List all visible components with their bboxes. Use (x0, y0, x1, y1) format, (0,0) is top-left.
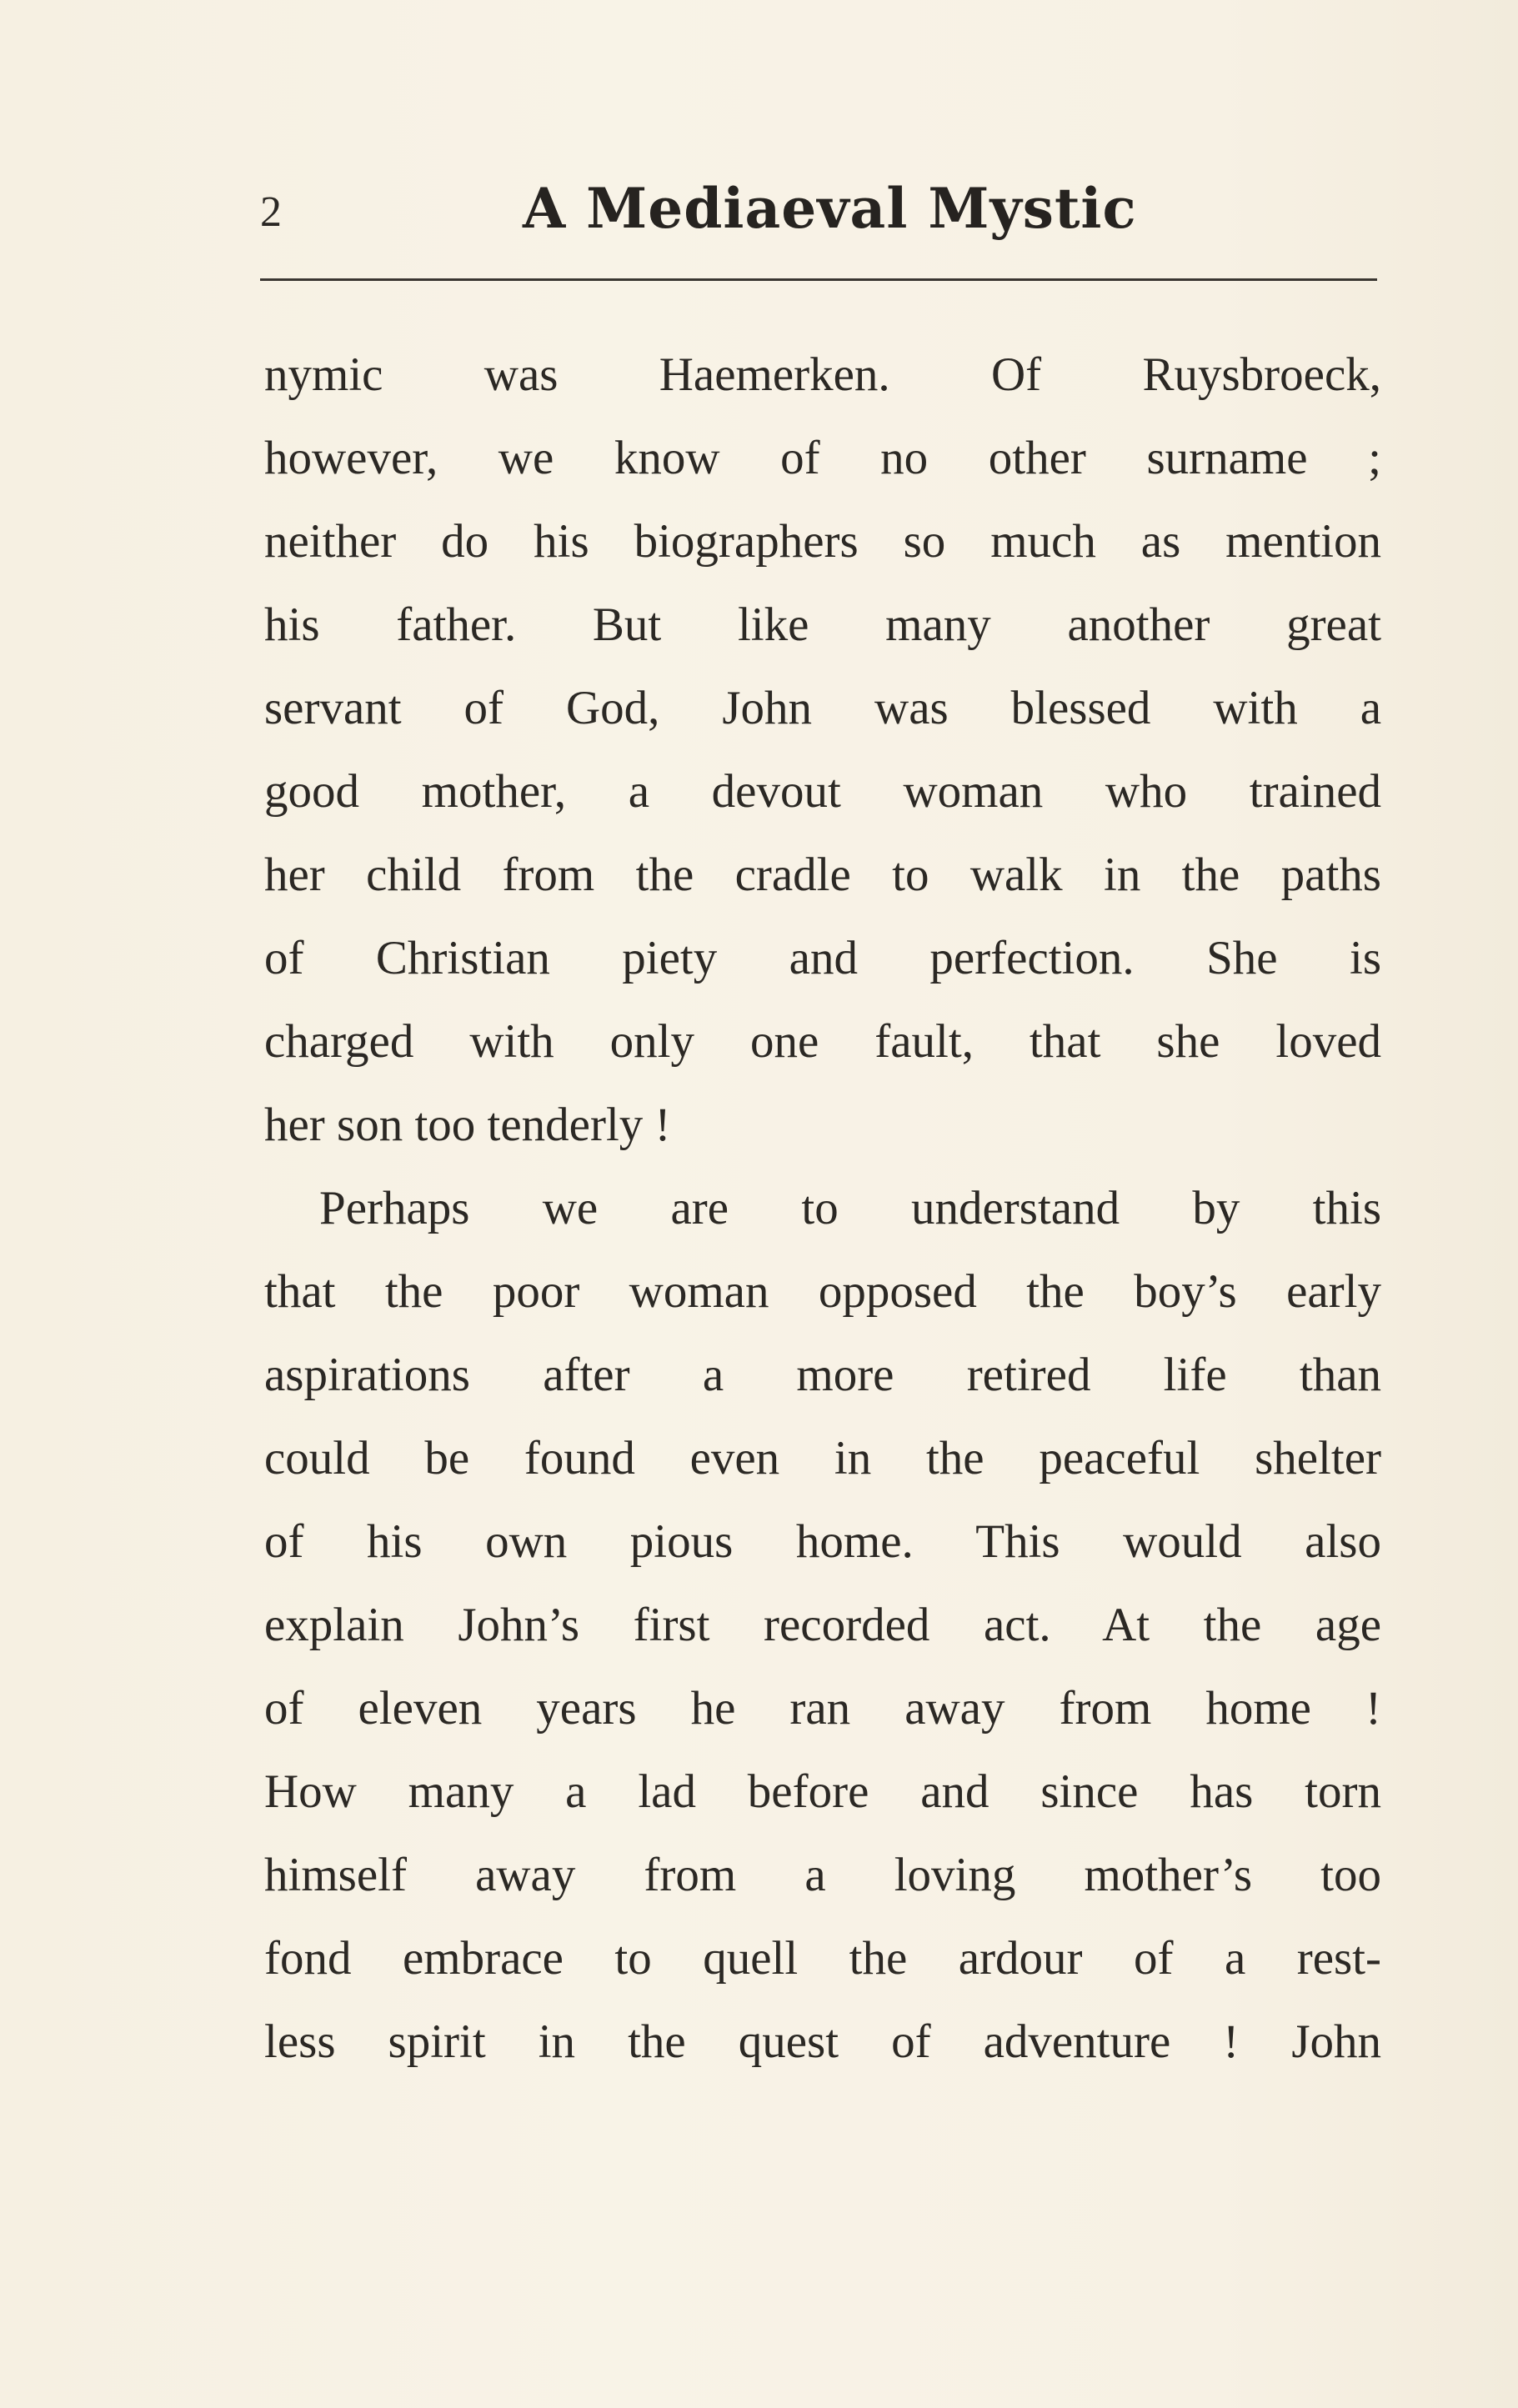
text-line: himself away from a loving mother’s too (264, 1849, 1381, 1901)
text-line: of his own pious home. This would also (264, 1515, 1381, 1568)
text-line: Perhaps we are to understand by this (319, 1182, 1381, 1234)
text-line: his father. But like many another great (264, 598, 1381, 651)
page-number: 2 (260, 188, 282, 236)
text-line: her child from the cradle to walk in the paths (264, 849, 1381, 901)
text-line: explain John’s first recorded act. At the age (264, 1599, 1381, 1651)
text-line: neither do his biographers so much as mention (264, 515, 1381, 568)
text-line: nymic was Haemerken. Of Ruysbroeck, (264, 348, 1381, 401)
text-line: however, we know of no other surname ; (264, 432, 1381, 484)
text-line: fond embrace to quell the ardour of a rest- (264, 1932, 1381, 1985)
page-header (260, 171, 1377, 246)
running-title: A Mediaeval Mystic (523, 176, 1137, 241)
body-text (264, 333, 1381, 2084)
text-line: How many a lad before and since has torn (264, 1765, 1381, 1818)
text-line: servant of God, John was blessed with a (264, 682, 1381, 734)
text-line: charged with only one fault, that she loved (264, 1015, 1381, 1068)
text-line: of eleven years he ran away from home ! (264, 1682, 1381, 1735)
text-line: that the poor woman opposed the boy’s early (264, 1265, 1381, 1318)
text-line: aspirations after a more retired life than (264, 1349, 1381, 1401)
text-line: less spirit in the quest of adventure ! John (264, 2015, 1381, 2068)
header-rule (260, 278, 1377, 281)
text-line: good mother, a devout woman who trained (264, 765, 1381, 818)
text-line: her son too tenderly ! (264, 1099, 671, 1151)
text-line: could be found even in the peaceful shelter (264, 1432, 1381, 1484)
text-line: of Christian piety and perfection. She is (264, 932, 1381, 984)
